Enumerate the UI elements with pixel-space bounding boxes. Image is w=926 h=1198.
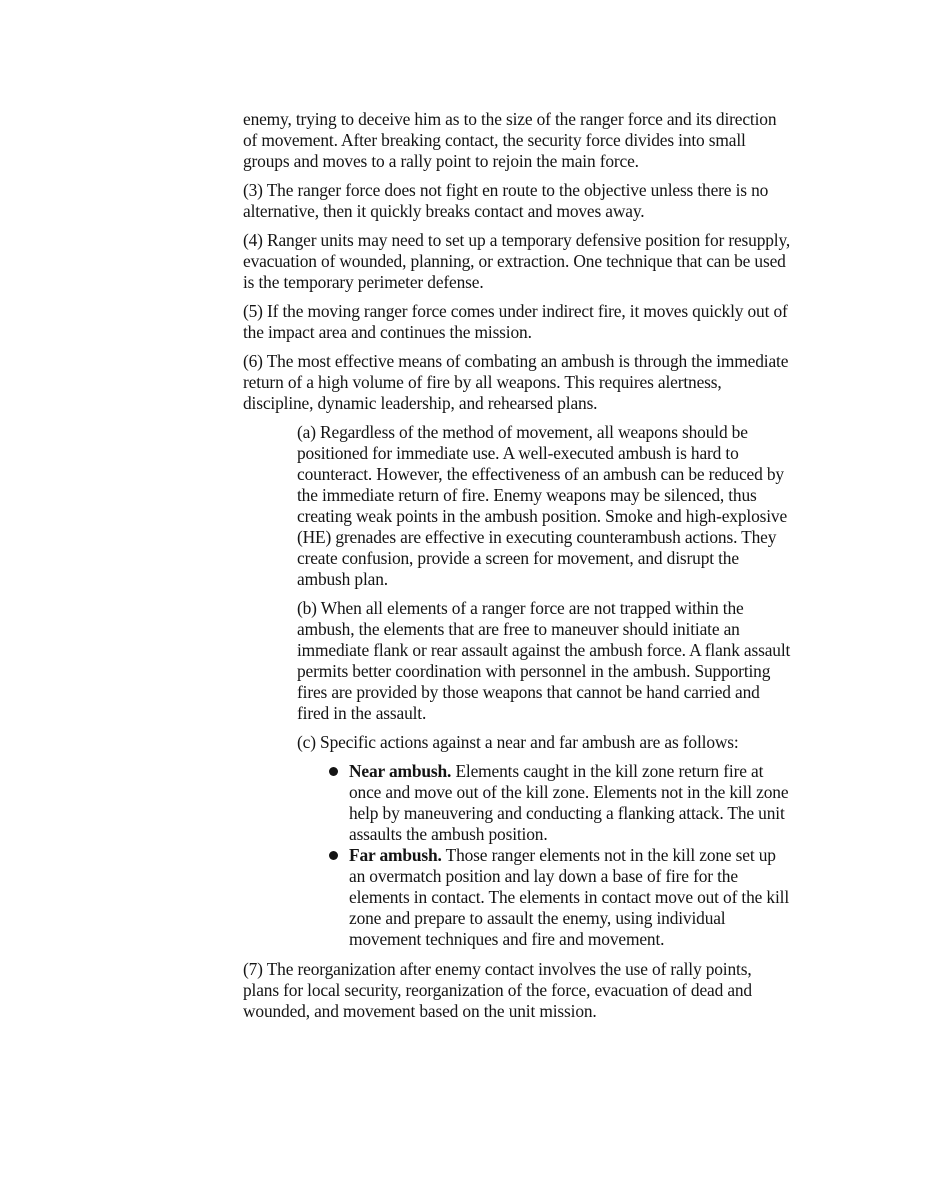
paragraph-3: (3) The ranger force does not fight en route to the objective unless there is no alternative, then it quickly breaks contact and moves away. — [243, 180, 769, 221]
paragraph-continued: enemy, trying to deceive him as to the size of the ranger force and its direction of movement. After breaking contact, the security force divides into small groups and moves to a rally point to rejoin the main force. — [243, 109, 777, 171]
paragraph-6: (6) The most effective means of combating an ambush is through the immediate return of a high volume of fire by all weapons. This requires alertness, discipline, dynamic leadership, and rehearsed plans. — [243, 351, 789, 413]
subparagraph-6b: (b) When all elements of a ranger force are not trapped within the ambush, the elements that are free to maneuver should initiate an immediate flank or rear assault against the ambush force. A flank assault permits better coordination with personnel in the ambush. Supporting fires are provided by those weapons that cannot be hand carried and fired in the assault. — [297, 598, 791, 723]
bullet-title: Near ambush. — [349, 761, 452, 781]
ambush-bullet-list — [243, 761, 791, 950]
document-page — [243, 109, 791, 1030]
bullet-text: Elements caught in the kill zone return fire at once and move out of the kill zone. Elements not in the kill zone help by maneuvering and conducting a flanking attack. The unit assaults the ambush position. — [349, 761, 789, 844]
bullet-icon — [329, 767, 338, 776]
bullet-text: Those ranger elements not in the kill zone set up an overmatch position and lay down a base of fire for the elements in contact. The elements in contact move out of the kill zone and prepare to assault the enemy, using individual movement techniques and fire and movement. — [349, 845, 790, 949]
paragraph-4: (4) Ranger units may need to set up a temporary defensive position for resupply, evacuation of wounded, planning, or extraction. One technique that can be used is the temporary perimeter defense. — [243, 230, 791, 292]
subparagraph-6c: (c) Specific actions against a near and far ambush are as follows: — [297, 732, 739, 752]
bullet-far-ambush — [349, 845, 791, 950]
bullet-icon — [329, 851, 338, 860]
paragraph-5: (5) If the moving ranger force comes under indirect fire, it moves quickly out of the impact area and continues the mission. — [243, 301, 788, 342]
subparagraph-6a: (a) Regardless of the method of movement, all weapons should be positioned for immediate use. A well-executed ambush is hard to counteract. However, the effectiveness of an ambush can be reduced by the immediate return of fire. Enemy weapons may be silenced, thus creating weak points in the ambush position. Smoke and high-explosive (HE) grenades are effective in executing counterambush actions. They create confusion, provide a screen for movement, and disrupt the ambush plan. — [297, 422, 788, 589]
paragraph-7: (7) The reorganization after enemy contact involves the use of rally points, plans for local security, reorganization of the force, evacuation of dead and wounded, and movement based on the unit mission. — [243, 959, 752, 1021]
bullet-title: Far ambush. — [349, 845, 442, 865]
bullet-near-ambush — [349, 761, 791, 845]
